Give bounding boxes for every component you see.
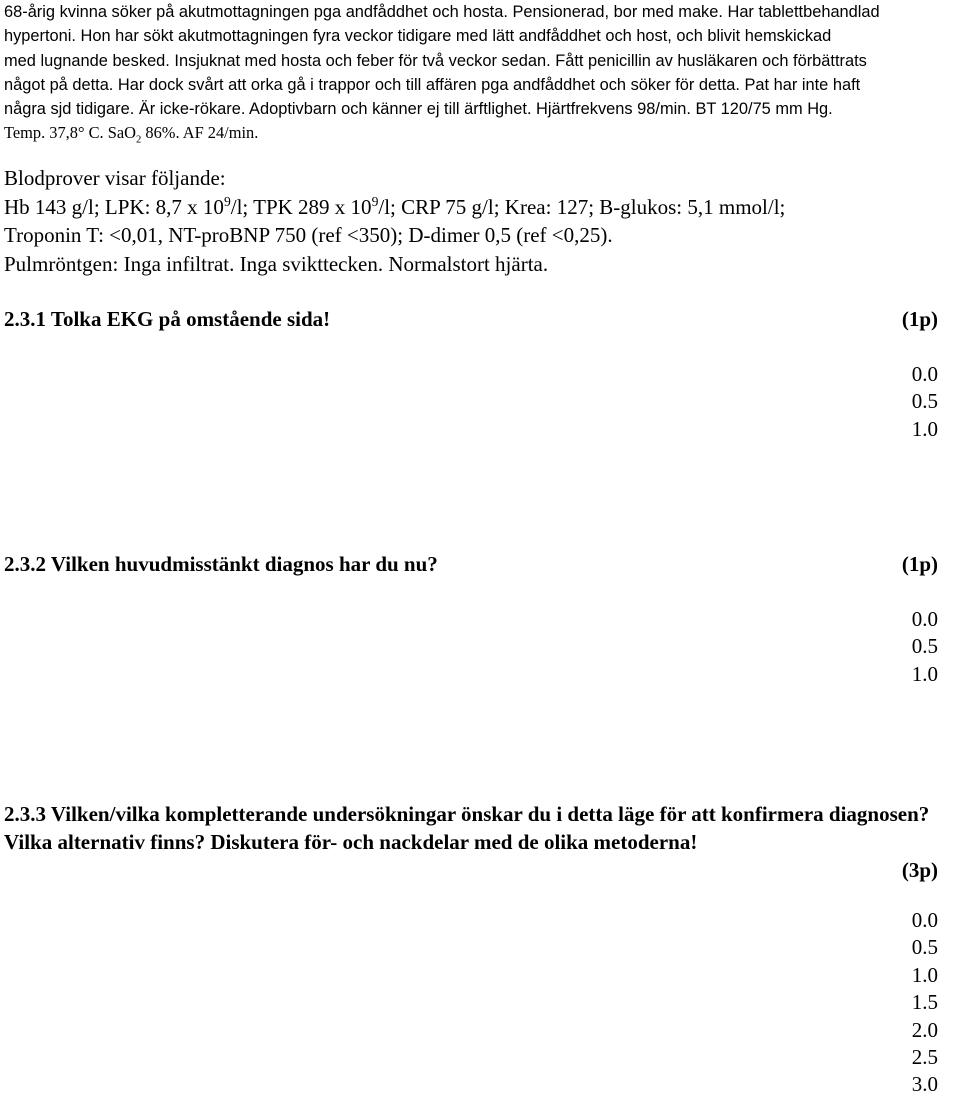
score-option[interactable]: 1.0 <box>911 962 938 987</box>
sao2-subscript: 2 <box>135 134 142 146</box>
score-option[interactable]: 1.0 <box>911 661 938 686</box>
score-option[interactable]: 2.5 <box>911 1045 938 1070</box>
question-points: (1p) <box>901 552 938 576</box>
case-description <box>4 0 956 146</box>
question-2-3-2 <box>4 550 956 578</box>
lab-line-1: Hb 143 g/l; LPK: 8,7 x $10^9/l$; TPK 289 x $10^9/l$; CRP 75 g/l; Krea: 127; B-glukos: 5,1 mmol/l; <box>4 193 786 219</box>
score-option[interactable]: 0.5 <box>911 389 938 414</box>
case-line: något på detta. Har dock svårt att orka gå i trappor och till affären pga andfåddhet och söker för detta. Pat har inte haft <box>4 75 861 94</box>
question-2-3-1 <box>4 305 956 333</box>
score-option[interactable]: 1.5 <box>911 990 938 1015</box>
question-text: 2.3.1 Tolka EKG på omstående sida! <box>4 307 331 331</box>
case-line: 68-årig kvinna söker på akutmottagningen pga andfåddhet och hosta. Pensionerad, bor med make. Har tablettbehandlad <box>4 3 880 21</box>
case-line: med lugnande besked. Insjuknat med hosta och feber för två veckor sedan. Fått penicillin av husläkaren och förbättrats <box>4 51 867 70</box>
score-option[interactable]: 0.0 <box>911 362 938 386</box>
score-option[interactable]: 2.0 <box>911 1017 938 1042</box>
lab-results <box>4 164 956 278</box>
score-option[interactable]: 0.0 <box>911 607 938 631</box>
question-2-3-3 <box>4 800 956 856</box>
question-text: 2.3.2 Vilken huvudmisstänkt diagnos har du nu? <box>4 552 438 576</box>
score-option[interactable]: 0.0 <box>911 908 938 932</box>
score-option[interactable]: 0.5 <box>911 634 938 659</box>
score-options-2-3-1 <box>878 361 938 443</box>
score-options-2-3-3 <box>878 907 938 1099</box>
question-text: 2.3.3 Vilken/vilka kompletterande undersökningar önskar du i detta läge för att konfirmera diagnosen? Vilka alternativ finns? Diskutera för- och nackdelar med de olika metoderna! <box>4 802 930 854</box>
score-options-2-3-2 <box>878 606 938 688</box>
lab-heading: Blodprover visar följande: <box>4 166 226 190</box>
case-line: några sjd tidigare. Är icke-rökare. Adoptivbarn och känner ej till ärftlighet. Hjärtfrekvens 98/min. BT 120/75 mm Hg. <box>4 100 833 119</box>
score-option[interactable]: 3.0 <box>911 1072 938 1097</box>
score-option[interactable]: 0.5 <box>911 935 938 960</box>
vitals-line: Temp. 37,8° C. SaO$_2$ 86%. AF 24/min. <box>4 123 259 146</box>
question-points: (1p) <box>901 307 938 331</box>
lab-line-2: Troponin T: <0,01, NT-proBNP 750 (ref <350); D-dimer 0,5 (ref <0,25). <box>4 223 613 247</box>
score-option[interactable]: 1.0 <box>911 416 938 441</box>
case-line: hypertoni. Hon har sökt akutmottagningen fyra veckor tidigare med lätt andfåddhet och host, och blivit hemskickad <box>4 27 832 46</box>
lab-line-3: Pulmröntgen: Inga infiltrat. Inga svikttecken. Normalstort hjärta. <box>4 251 549 276</box>
question-points: (3p) <box>901 858 938 882</box>
